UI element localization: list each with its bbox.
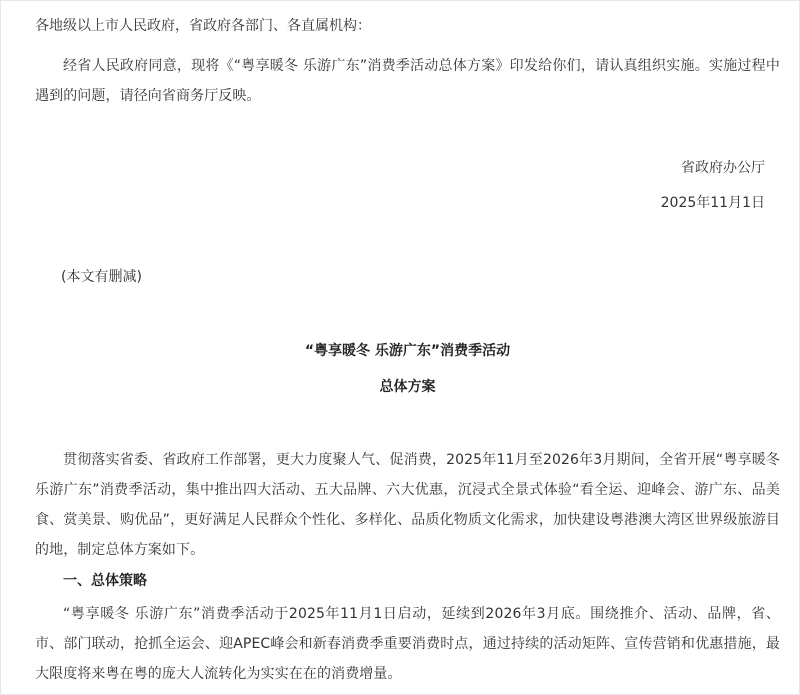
section-paragraph: “粤享暖冬 乐游广东”消费季活动于2025年11月1日启动，延续到2026年3月底。围绕推介、活动、品牌，省、市、部门联动，抢抓全运会、迎APEC峰会和新春消费季重要消费时点，通过持续的活动矩阵、宣传营销和优惠措施，最大限度将来粤在粤的庞大人流转化为实实在在的消费增量。 xyxy=(35,606,780,682)
addressee-line: 各地级以上市人民政府，省政府各部门、各直属机构： xyxy=(35,18,371,34)
document-title-line2: 总体方案 xyxy=(379,379,436,395)
issue-date: 2025年11月1日 xyxy=(660,195,765,211)
document-title-line1: “粤享暖冬 乐游广东”消费季活动 xyxy=(304,343,511,359)
abridged-note: (本文有删减) xyxy=(61,269,142,285)
section-heading: 一、总体策略 xyxy=(63,573,147,589)
body-paragraph: 贯彻落实省委、省政府工作部署，更大力度聚人气、促消费，2025年11月至2026年3月期间，全省开展“粤享暖冬 乐游广东”消费季活动，集中推出四大活动、五大品牌、六大优惠，沉浸式全景式体验“看全运、迎峰会、游广东、品美食、赏美景、购优品”，更好满足人民群众个性化、多样化、品质化物质文化需求，加快建设粤港澳大湾区世界级旅游目的地，制定总体方案如下。 xyxy=(35,452,780,558)
issuer-signature: 省政府办公厅 xyxy=(681,160,765,176)
intro-paragraph: 经省人民政府同意，现将《“粤享暖冬 乐游广东”消费季活动总体方案》印发给你们，请认真组织实施。实施过程中遇到的问题，请径向省商务厅反映。 xyxy=(35,58,780,104)
